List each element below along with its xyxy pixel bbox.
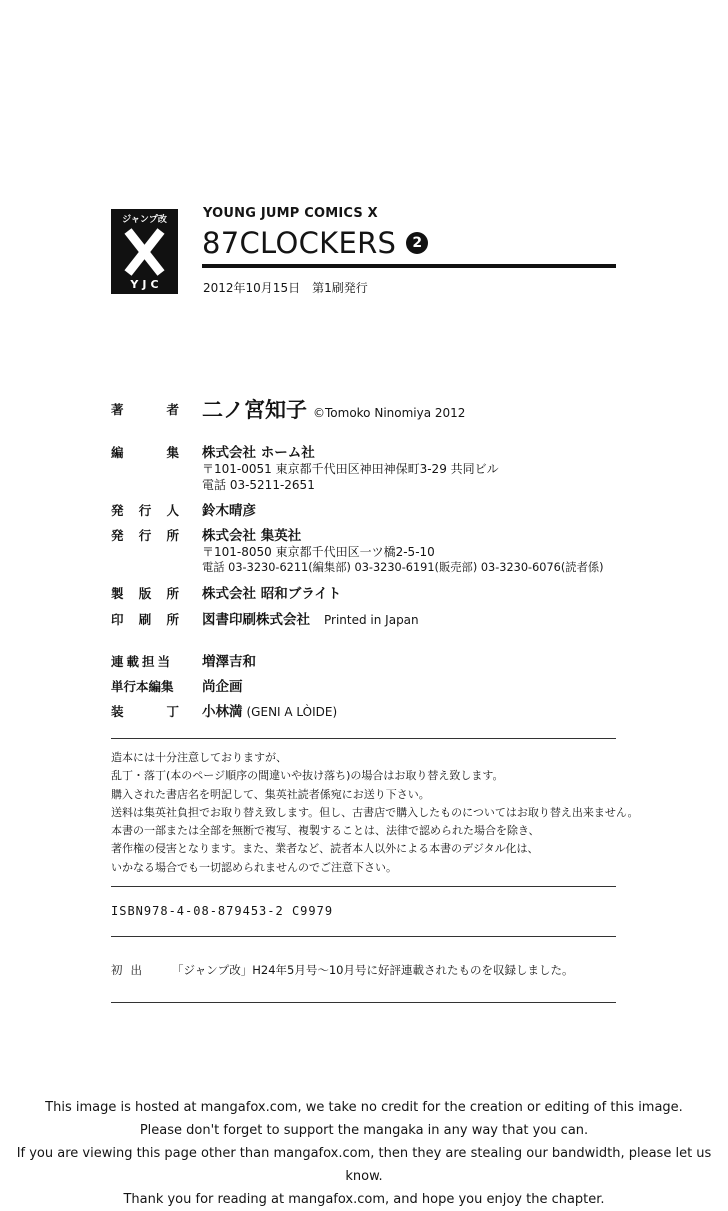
credit-line: Thank you for reading at mangafox.com, and hope you enjoy the chapter. <box>123 1192 605 1207</box>
designer-name: 小林満 <box>202 704 243 720</box>
notice-line: 購入された書店名を明記して、集英社読者係宛にお送り下さい。 <box>111 787 430 801</box>
plate-label: 製 版 所 <box>111 586 179 601</box>
logo-bottom-text: YJC <box>130 278 163 291</box>
notice-line: 著作権の侵害となります。また、業者など、読者本人以外による本書のデジタル化は、 <box>111 842 539 856</box>
publisher-phone: 電話 03-3230-6211(編集部) 03-3230-6191(販売部) 03-3230-6076(読者係) <box>202 561 604 574</box>
scanlation-credit <box>0 1096 728 1211</box>
printed-in-japan: Printed in Japan <box>324 613 419 627</box>
first-appearance-label: 初出 <box>111 963 150 977</box>
divider <box>111 936 616 937</box>
serial-editor-label: 連載担当 <box>111 654 174 669</box>
printer-label: 印 刷 所 <box>111 612 179 627</box>
notice-line: いかなる場合でも一切認められませんのでご注意下さい。 <box>111 860 397 874</box>
serial-editor-name: 増澤吉和 <box>202 654 256 670</box>
author-row <box>202 394 465 424</box>
jump-kai-logo <box>111 209 178 294</box>
book-editor-name: 尚企画 <box>202 679 243 695</box>
isbn: ISBN978-4-08-879453-2 C9979 <box>111 904 334 918</box>
notice-line: 造本には十分注意しておりますが、 <box>111 751 287 764</box>
publisher-person-name: 鈴木晴彦 <box>202 503 256 519</box>
logo-top-text: ジャンプ改 <box>122 215 167 225</box>
first-appearance-text: 「ジャンプ改」H24年5月号〜10月号に好評連載されたものを収録しました。 <box>172 963 574 977</box>
notice-line: 乱丁・落丁(本のページ順序の間違いや抜け落ち)の場合はお取り替え致します。 <box>111 769 504 783</box>
book-editor-label: 単行本編集 <box>111 679 174 694</box>
editor-label: 編 集 <box>111 445 179 460</box>
credit-line: If you are viewing this page other than mangafox.com, then they are stealing our bandwidth, please let us know. <box>16 1146 712 1184</box>
book-title: 87CLOCKERS <box>202 226 397 260</box>
printer-row <box>202 608 419 628</box>
credit-line: This image is hosted at mangafox.com, we take no credit for the creation or editing of this image. <box>45 1100 683 1115</box>
publisher-person-label: 発 行 人 <box>111 503 179 518</box>
notice-line: 送料は集英社負担でお取り替え致します。但し、古書店で購入したものについてはお取り替え出来ません。 <box>111 805 639 819</box>
divider <box>111 1002 616 1003</box>
divider <box>111 886 616 887</box>
author-label: 著 者 <box>111 402 179 417</box>
editor-phone: 電話 03-5211-2651 <box>202 478 315 492</box>
publisher-name: 株式会社 集英社 <box>202 528 302 544</box>
series-name: YOUNG JUMP COMICS X <box>203 206 378 221</box>
designer-studio: (GENI A LÒIDE) <box>246 705 338 719</box>
editor-name: 株式会社 ホーム社 <box>202 445 315 461</box>
credit-line: Please don't forget to support the mangaka in any way that you can. <box>139 1123 589 1138</box>
volume-badge: 2 <box>406 232 428 254</box>
design-label: 装 丁 <box>111 704 179 719</box>
author-name: 二ノ宮知子 <box>202 398 307 422</box>
title-row <box>202 226 428 260</box>
divider <box>111 738 616 739</box>
title-rule <box>202 264 616 268</box>
printer-name: 図書印刷株式会社 <box>202 612 310 628</box>
plate-name: 株式会社 昭和ブライト <box>202 586 342 602</box>
copyright: ©Tomoko Ninomiya 2012 <box>313 406 466 420</box>
notice-line: 本書の一部または全部を無断で複写、複製することは、法律で認められた場合を除き、 <box>111 824 540 838</box>
publisher-address: 〒101-8050 東京都千代田区一ツ橋2-5-10 <box>202 545 435 559</box>
editor-address: 〒101-0051 東京都千代田区神田神保町3-29 共同ビル <box>202 462 499 476</box>
notice-block <box>111 749 639 877</box>
design-row <box>202 700 337 720</box>
publication-date: 2012年10月15日 第1刷発行 <box>203 281 368 295</box>
publisher-label: 発 行 所 <box>111 528 179 543</box>
